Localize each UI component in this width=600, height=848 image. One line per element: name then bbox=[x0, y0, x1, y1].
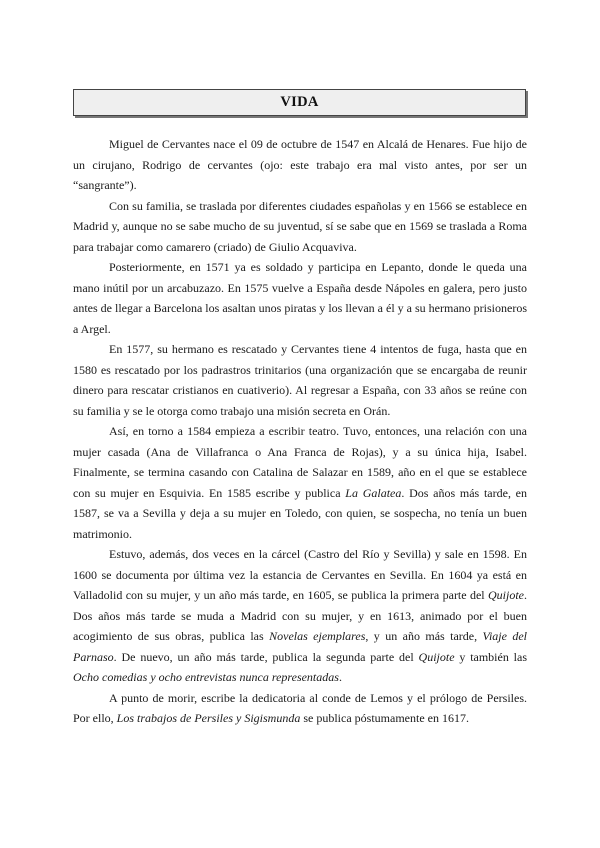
text-run: Con su familia, se traslada por diferentes ciudades españolas y en 1566 se establece en Madrid y, aunque no se sabe mucho de su juventud, sí se sabe que en 1569 se traslada a Roma para trabajar como camarero (criado) de Giulio Acquaviva. bbox=[73, 198, 527, 254]
italic-title: Ocho comedias y ocho entrevistas nunca representadas bbox=[73, 670, 339, 684]
text-run: , y un año más tarde, bbox=[365, 629, 483, 643]
paragraph bbox=[73, 339, 527, 421]
italic-title: Quijote bbox=[488, 588, 524, 602]
document-body bbox=[73, 134, 527, 729]
text-run: . Dos años más tarde, en 1587, se va a Sevilla y deja a su mujer en Toledo, con quien, se sospecha, no tenía un buen matrimonio. bbox=[73, 485, 527, 541]
text-run: se publica póstumamente en 1617. bbox=[300, 711, 469, 725]
paragraph bbox=[73, 196, 527, 258]
text-run: . bbox=[338, 670, 342, 684]
paragraph bbox=[73, 544, 527, 688]
page-title: VIDA bbox=[280, 94, 319, 110]
paragraph bbox=[73, 134, 527, 196]
text-run: . De nuevo, un año más tarde, publica la segunda parte del bbox=[113, 649, 419, 664]
italic-title: Novelas ejemplares bbox=[269, 629, 366, 643]
text-run: Así, en torno a 1584 empieza a escribir teatro. Tuvo, entonces, una relación con una mujer casada (Ana de Villafranca o Ana Franca de Rojas), y a su única hija, Isabel. Finalmente, se termina casando con Catalina de Salazar en 1589, año en el que se establece con su mujer en Esquivia. En 1585 escribe y publica bbox=[73, 424, 527, 500]
italic-title: La Galatea bbox=[345, 485, 402, 500]
text-run: En 1577, su hermano es rescatado y Cervantes tiene 4 intentos de fuga, hasta que en 1580 es rescatado por los padrastros trinitarios (una organización que se encargaba de reunir dinero para rescatar cristianos en cuativerio). Al regresar a España, con 33 años se reúne con su familia y se le otorga como trabajo una misión secreta en Orán. bbox=[73, 342, 527, 418]
text-run: Posteriormente, en 1571 ya es soldado y participa en Lepanto, donde le queda una mano inútil por un arcabuzazo. En 1575 vuelve a España desde Nápoles en galera, pero justo antes de llegar a Barcelona los asaltan unos piratas y los llevan a él y a su hermano prisioneros a Argel. bbox=[73, 260, 527, 336]
text-run: A punto de morir, escribe la dedicatoria al conde de Lemos y el prólogo de Persiles. Por ello, bbox=[73, 690, 527, 725]
text-run: Miguel de Cervantes nace el 09 de octubre de 1547 en Alcalá de Henares. Fue hijo de un cirujano, Rodrigo de cervantes (ojo: este trabajo era mal visto antes, por ser un “sangrante”). bbox=[73, 137, 527, 192]
text-run: y también las bbox=[454, 649, 528, 664]
paragraph bbox=[73, 421, 527, 544]
title-box bbox=[73, 89, 526, 116]
text-run: Estuvo, además, dos veces en la cárcel (Castro del Río y Sevilla) y sale en 1598. En 1600 se documenta por última vez la estancia de Cervantes en Sevilla. En 1604 ya está en Valladolid con su mujer, y un año más tarde, en 1605, se publica la primera parte del bbox=[73, 547, 527, 602]
paragraph bbox=[73, 257, 527, 339]
italic-title: Quijote bbox=[418, 649, 455, 664]
italic-title: Viaje del Parnaso bbox=[73, 629, 528, 664]
paragraph bbox=[73, 688, 527, 729]
text-run: . Dos años más tarde se muda a Madrid con su mujer, y en 1613, animado por el buen acogimiento de sus obras, publica las bbox=[73, 588, 527, 643]
italic-title: Los trabajos de Persiles y Sigismunda bbox=[116, 711, 301, 725]
